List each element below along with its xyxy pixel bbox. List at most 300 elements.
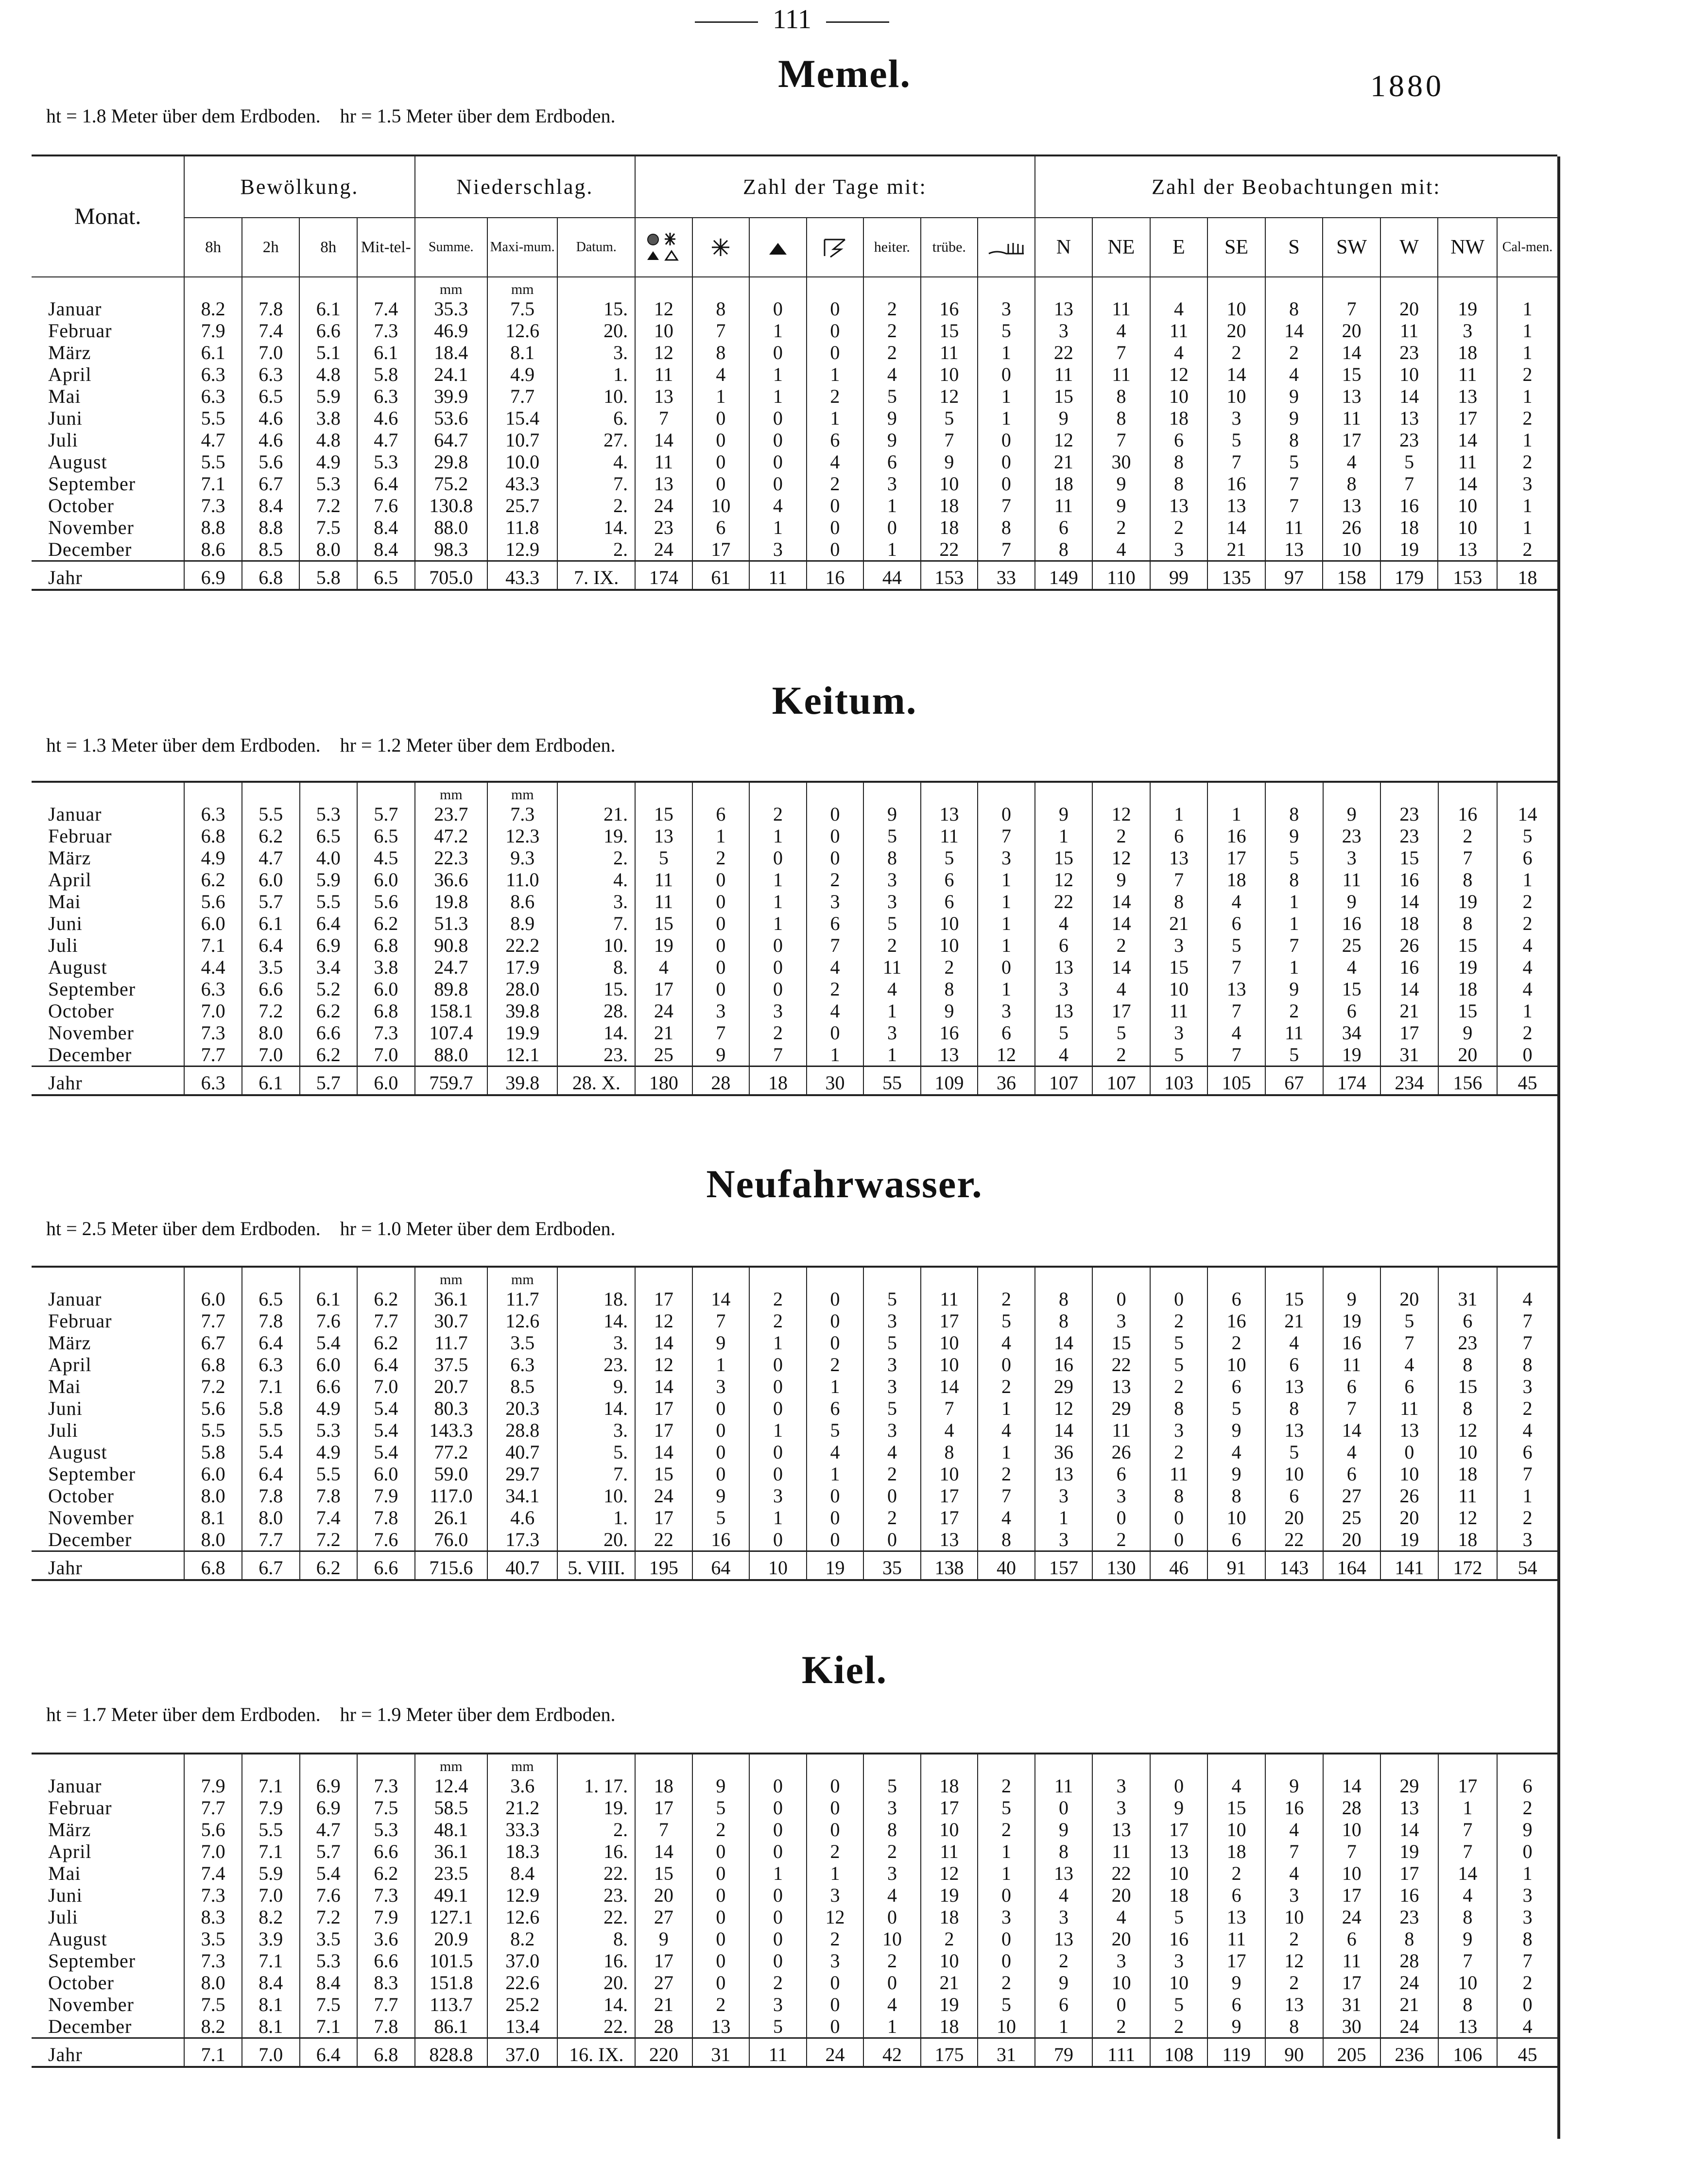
total-cell: 11 [749, 561, 807, 590]
table-cell: 7.2 [184, 1376, 242, 1397]
table-cell: 14 [635, 1441, 692, 1463]
table-cell: 10 [1265, 1906, 1323, 1928]
table-cell: 5.4 [300, 1332, 358, 1354]
table-cell: 2 [1092, 516, 1150, 538]
table-cell: 13 [1035, 1463, 1093, 1485]
table-cell: 2. [557, 495, 635, 516]
table-cell: 3 [807, 891, 864, 912]
table-cell: 8 [1150, 891, 1208, 912]
table-cell: 2 [1092, 2015, 1150, 2038]
total-cell: 99 [1150, 561, 1208, 590]
table-cell: 0 [978, 1884, 1035, 1906]
month-label: Juli [48, 1906, 78, 1928]
table-cell: 5.7 [300, 1840, 358, 1862]
table-cell: 0 [1092, 1288, 1150, 1310]
table-cell: 8 [1265, 803, 1323, 825]
table-cell: 27 [635, 1972, 692, 1994]
total-cell: 6.8 [184, 1551, 242, 1581]
table-cell: 5 [1265, 451, 1323, 473]
table-cell: 2 [863, 1463, 921, 1485]
table-cell: 13 [1438, 2015, 1498, 2038]
table-cell: 12.6 [487, 1310, 557, 1332]
total-cell: 107 [1035, 1066, 1093, 1096]
table-row [32, 1928, 1557, 1950]
table-cell: 8.3 [357, 1972, 415, 1994]
table-cell: 5.3 [357, 1819, 415, 1840]
table-cell: 10. [557, 385, 635, 407]
table-cell: 14 [1380, 891, 1438, 912]
table-cell: 8. [557, 956, 635, 978]
table-cell: 11 [635, 891, 692, 912]
table-cell: 12.6 [487, 320, 557, 342]
table-cell: 7 [1265, 473, 1323, 495]
table-cell: 5 [1497, 825, 1557, 847]
table-cell: 6 [921, 891, 978, 912]
table-cell: 1 [978, 912, 1035, 934]
table-cell: 6 [1323, 1376, 1381, 1397]
table-cell: 28 [1323, 1797, 1381, 1819]
table-cell: 12 [921, 385, 978, 407]
table-cell: 3. [557, 342, 635, 363]
table-cell: 7. [557, 473, 635, 495]
table-cell: 12 [921, 1862, 978, 1884]
table-cell: 8.6 [487, 891, 557, 912]
table-cell: 5 [1035, 1022, 1093, 1044]
table-cell: 10 [1323, 1862, 1381, 1884]
table-cell: 7.3 [357, 1775, 415, 1797]
total-cell: 107 [1092, 1066, 1150, 1096]
table-cell: 0 [692, 1928, 750, 1950]
total-cell: 6.4 [300, 2038, 358, 2067]
table-cell: 4 [863, 978, 921, 1000]
table-cell: 18 [635, 1775, 692, 1797]
month-label: Juli [48, 934, 78, 956]
table-cell: 17 [1438, 407, 1497, 429]
table-cell: 12 [1035, 429, 1093, 451]
table-cell: 4 [1323, 1441, 1381, 1463]
month-label: September [48, 1950, 136, 1972]
table-cell: 11.8 [487, 516, 557, 538]
table-cell: 1 [978, 342, 1035, 363]
table-cell: 40.7 [487, 1441, 557, 1463]
unit-label: mm [415, 1267, 487, 1288]
table-cell: 14 [1380, 1819, 1438, 1840]
total-cell: 39.8 [487, 1066, 557, 1096]
table-cell: 9 [1092, 473, 1150, 495]
table-cell: 6.6 [357, 1840, 415, 1862]
table-cell: 12 [635, 1310, 692, 1332]
table-cell: 3 [1150, 1022, 1208, 1044]
table-cell: 11 [1380, 320, 1438, 342]
station-height-note [46, 1217, 615, 1240]
month-label: August [48, 956, 107, 978]
table-cell: 8 [1265, 1397, 1323, 1419]
table-cell: 7.5 [487, 298, 557, 320]
table-cell: 1 [1497, 385, 1557, 407]
table-cell: 7.7 [242, 1529, 300, 1551]
table-cell: 6 [1207, 912, 1265, 934]
total-cell: 172 [1438, 1551, 1498, 1581]
table-cell: 0 [749, 451, 807, 473]
table-cell: 6.0 [184, 1288, 242, 1310]
table-cell: 2 [1092, 1044, 1150, 1066]
table-cell: 17 [1150, 1819, 1208, 1840]
table-cell: 15.4 [487, 407, 557, 429]
table-cell: 10 [1207, 1507, 1265, 1529]
table-cell: 1 [978, 934, 1035, 956]
table-cell: 27 [635, 1906, 692, 1928]
total-cell: 5.8 [299, 561, 357, 590]
table-cell: 2 [1497, 1797, 1557, 1819]
table-cell: 0 [807, 1022, 864, 1044]
total-cell: 6.5 [357, 561, 415, 590]
table-cell: 14 [921, 1376, 978, 1397]
table-cell: 7 [635, 1819, 692, 1840]
table-cell: 5 [863, 912, 921, 934]
cloud-col-header: 2h [242, 218, 300, 277]
table-cell: 1 [978, 1840, 1035, 1862]
table-cell: 10 [1207, 1819, 1265, 1840]
table-cell: 2 [1265, 342, 1323, 363]
table-row [32, 407, 1557, 429]
table-cell: 19.8 [415, 891, 487, 912]
table-cell: 11 [1323, 1950, 1381, 1972]
table-cell: 8. [557, 1928, 635, 1950]
table-cell: 0 [749, 1906, 807, 1928]
table-cell: 0 [1150, 1529, 1208, 1551]
station-height-note [46, 1703, 615, 1726]
table-cell: 0 [978, 1928, 1035, 1950]
table-cell: 39.9 [415, 385, 487, 407]
table-row [32, 2015, 1557, 2038]
table-cell: 13 [1265, 1376, 1323, 1397]
total-cell: 138 [921, 1551, 978, 1581]
table-cell: 6 [1265, 1485, 1323, 1507]
table-cell: 3 [863, 869, 921, 891]
table-cell: 21 [635, 1022, 692, 1044]
table-row [32, 1419, 1557, 1441]
table-cell: 48.1 [415, 1819, 487, 1840]
table-cell: 6 [1323, 1928, 1381, 1950]
table-cell: 2 [1150, 1441, 1208, 1463]
table-cell: 7.1 [242, 1950, 300, 1972]
table-cell: 8.5 [242, 538, 300, 561]
table-cell: 20 [1092, 1928, 1150, 1950]
month-label: Mai [48, 1376, 81, 1397]
table-cell: 7 [1150, 869, 1208, 891]
month-label: October [48, 1972, 114, 1994]
table-cell: 3 [978, 1906, 1035, 1928]
table-cell: 34.1 [487, 1485, 557, 1507]
table-cell: 4 [1497, 1419, 1557, 1441]
table-cell: 20.7 [415, 1376, 487, 1397]
precip-col-header: Datum. [557, 218, 635, 277]
total-cell: 220 [635, 2038, 692, 2067]
table-cell: 6 [1438, 1310, 1498, 1332]
table-cell: 23. [557, 1884, 635, 1906]
table-cell: 7 [1323, 1397, 1381, 1419]
table-cell: 8.1 [242, 1994, 300, 2015]
table-cell: 6.3 [242, 1354, 300, 1376]
table-cell: 28 [1380, 1950, 1438, 1972]
table-cell: 11 [1035, 495, 1093, 516]
table-cell: 3 [1265, 1884, 1323, 1906]
table-cell: 4.4 [184, 956, 242, 978]
table-cell: 2 [1035, 1950, 1093, 1972]
table-row [32, 1906, 1557, 1928]
wind-col-header: N [1035, 218, 1093, 277]
table-cell: 6 [1035, 516, 1093, 538]
table-cell: 2 [1265, 1972, 1323, 1994]
table-cell: 6 [1497, 847, 1557, 869]
table-row [32, 956, 1557, 978]
month-label: September [48, 978, 136, 1000]
table-cell: 18 [1438, 1463, 1498, 1485]
table-cell: 13 [1092, 1819, 1150, 1840]
thermometer-height: ht = 1.8 Meter über dem Erdboden. [46, 105, 321, 127]
table-cell: 12 [807, 1906, 864, 1928]
table-cell: 25 [635, 1044, 692, 1066]
table-cell: 3 [1497, 1884, 1557, 1906]
table-cell: 1 [1497, 495, 1557, 516]
table-cell: 0 [978, 803, 1035, 825]
table-cell: 7 [1497, 1463, 1557, 1485]
wind-col-header: NW [1438, 218, 1497, 277]
table-row [32, 385, 1557, 407]
table-cell: 20 [1380, 1288, 1438, 1310]
table-cell: 6 [1207, 1884, 1265, 1906]
total-cell: 6.1 [242, 1066, 300, 1096]
table-cell: 3 [863, 1354, 921, 1376]
table-cell: 23.7 [415, 803, 487, 825]
table-cell: 9 [1092, 869, 1150, 891]
table-cell: 9 [1035, 1819, 1093, 1840]
total-cell: 119 [1207, 2038, 1265, 2067]
table-cell: 4 [1150, 298, 1208, 320]
table-cell: 21 [1380, 1000, 1438, 1022]
table-cell: 4.8 [299, 429, 357, 451]
table-cell: 19.9 [487, 1022, 557, 1044]
table-cell: 14. [557, 1994, 635, 2015]
total-cell: 31 [692, 2038, 750, 2067]
table-row [32, 1775, 1557, 1797]
table-cell: 9 [692, 1332, 750, 1354]
table-cell: 24.7 [415, 956, 487, 978]
table-cell: 5 [1150, 1332, 1208, 1354]
table-cell: 9 [1323, 891, 1381, 912]
table-cell: 13 [1323, 385, 1380, 407]
table-cell: 1 [978, 1397, 1035, 1419]
table-cell: 13 [1380, 1419, 1438, 1441]
table-cell: 3 [1150, 934, 1208, 956]
table-cell: 2 [807, 473, 864, 495]
table-cell: 17.3 [487, 1529, 557, 1551]
table-cell: 23. [557, 1044, 635, 1066]
table-cell: 101.5 [415, 1950, 487, 1972]
table-cell: 10 [921, 1354, 978, 1376]
table-cell: 8 [1092, 385, 1150, 407]
table-cell: 29 [1092, 1397, 1150, 1419]
table-cell: 5.5 [184, 451, 242, 473]
table-cell: 25 [1323, 1507, 1381, 1529]
table-cell: 0 [1380, 1441, 1438, 1463]
table-cell: 1 [1438, 1797, 1498, 1819]
total-cell: 174 [635, 561, 692, 590]
total-cell: 40.7 [487, 1551, 557, 1581]
table-cell: 16 [1323, 1332, 1381, 1354]
table-cell: 8 [921, 1441, 978, 1463]
table-cell: 6.7 [184, 1332, 242, 1354]
table-cell: 21.2 [487, 1797, 557, 1819]
table-cell: 76.0 [415, 1529, 487, 1551]
table-cell: 13 [635, 473, 692, 495]
month-label: Juli [48, 429, 78, 451]
table-cell: 14 [1323, 342, 1380, 363]
table-cell: 5 [863, 385, 921, 407]
table-cell: 8 [1497, 1354, 1557, 1376]
table-cell: 11 [1323, 869, 1381, 891]
table-cell: 7.1 [242, 1775, 300, 1797]
table-cell: 17 [635, 978, 692, 1000]
table-cell: 14 [1207, 516, 1265, 538]
table-cell: 14 [1438, 473, 1497, 495]
table-cell: 6.0 [242, 869, 300, 891]
table-cell: 2 [692, 847, 750, 869]
table-cell: 4 [1035, 1044, 1093, 1066]
table-cell: 6.5 [357, 825, 415, 847]
table-cell: 6.2 [357, 1288, 415, 1310]
table-cell: 3 [749, 538, 807, 561]
table-cell: 5 [1207, 429, 1265, 451]
table-cell: 4 [807, 451, 864, 473]
table-cell: 0 [692, 451, 750, 473]
table-cell: 9 [1035, 803, 1093, 825]
table-cell: 9 [1207, 2015, 1265, 2038]
table-cell: 13 [1035, 1928, 1093, 1950]
table-cell: 3 [1150, 1950, 1208, 1972]
table-cell: 5 [863, 1775, 921, 1797]
table-cell: 4 [1150, 342, 1208, 363]
table-cell: 2 [807, 385, 864, 407]
station-title: Keitum. [772, 678, 917, 722]
cloud-header: Bewölkung. [184, 155, 414, 218]
table-cell: 130.8 [415, 495, 487, 516]
table-cell: 18 [1035, 473, 1093, 495]
table-cell: 14 [1207, 363, 1265, 385]
table-cell: 7 [978, 1485, 1035, 1507]
table-row [32, 1332, 1557, 1354]
unit-label: mm [487, 1754, 557, 1775]
table-cell: 6.2 [357, 1332, 415, 1354]
table-cell: 8 [1035, 538, 1093, 561]
total-cell: 6.8 [242, 561, 300, 590]
table-cell: 0 [749, 1775, 807, 1797]
table-cell: 7 [807, 934, 864, 956]
table-cell: 3 [978, 847, 1035, 869]
table-cell: 9.3 [487, 847, 557, 869]
table-row [32, 803, 1557, 825]
total-cell: 54 [1497, 1551, 1557, 1581]
table-cell: 20 [1092, 1884, 1150, 1906]
precip-snow-hail-icon [635, 218, 692, 277]
table-cell: 11 [1092, 298, 1150, 320]
table-cell: 14 [1035, 1332, 1093, 1354]
unit-label: mm [415, 782, 487, 803]
table-cell: 11 [1438, 1485, 1498, 1507]
table-cell: 15. [557, 298, 635, 320]
table-cell: 16. [557, 1950, 635, 1972]
table-cell: 10 [1150, 385, 1208, 407]
total-cell: 105 [1207, 1066, 1265, 1096]
table-cell: 47.2 [415, 825, 487, 847]
table-cell: 4 [978, 1419, 1035, 1441]
total-cell: 135 [1207, 561, 1265, 590]
table-cell: 18 [1207, 1840, 1265, 1862]
table-cell: 20 [1207, 320, 1265, 342]
precip-col-header: Maxi-mum. [487, 218, 557, 277]
table-cell: 20 [1323, 1529, 1381, 1551]
table-cell: 10 [1438, 495, 1497, 516]
table-cell: 13 [921, 803, 978, 825]
table-cell: 3 [978, 298, 1035, 320]
table-cell: 6. [557, 407, 635, 429]
table-cell: 11.7 [487, 1288, 557, 1310]
table-cell: 5 [863, 825, 921, 847]
table-cell: 89.8 [415, 978, 487, 1000]
table-cell: 6.1 [357, 342, 415, 363]
table-cell: 15 [1438, 934, 1498, 956]
table-cell: 2 [978, 1819, 1035, 1840]
table-cell: 12 [1035, 869, 1093, 891]
table-cell: 2 [863, 298, 921, 320]
table-cell: 13 [1207, 978, 1265, 1000]
table-cell: 0 [807, 847, 864, 869]
table-cell: 8.3 [184, 1906, 242, 1928]
table-cell: 7 [921, 1397, 978, 1419]
total-cell: 164 [1323, 1551, 1381, 1581]
total-cell: 205 [1323, 2038, 1381, 2067]
table-cell: 23 [1323, 825, 1381, 847]
table-cell: 1 [978, 978, 1035, 1000]
table-cell: 7.0 [357, 1376, 415, 1397]
total-cell: 67 [1265, 1066, 1323, 1096]
table-cell: 7 [1438, 847, 1498, 869]
total-cell: 42 [863, 2038, 921, 2067]
table-cell: 21 [1380, 1994, 1438, 2015]
table-cell: 8.4 [487, 1862, 557, 1884]
table-cell: 3 [863, 1797, 921, 1819]
table-cell: 0 [1150, 1775, 1208, 1797]
table-cell: 6.5 [242, 385, 300, 407]
table-cell: 12.6 [487, 1906, 557, 1928]
table-cell: 49.1 [415, 1884, 487, 1906]
table-cell: 18 [921, 1775, 978, 1797]
table-cell: 17.9 [487, 956, 557, 978]
table-cell: 11 [1265, 1022, 1323, 1044]
table-cell: 2 [1438, 825, 1498, 847]
table-cell: 2 [1207, 1862, 1265, 1884]
table-cell: 2 [1497, 1022, 1557, 1044]
table-cell: 6.3 [357, 385, 415, 407]
table-cell: 15 [635, 803, 692, 825]
table-cell: 5. [557, 1441, 635, 1463]
table-cell: 5.3 [299, 473, 357, 495]
table-cell: 6 [692, 516, 750, 538]
table-cell: 11 [1438, 363, 1497, 385]
table-cell: 4 [863, 363, 921, 385]
unit-label: mm [487, 277, 557, 298]
snow-icon [692, 218, 750, 277]
